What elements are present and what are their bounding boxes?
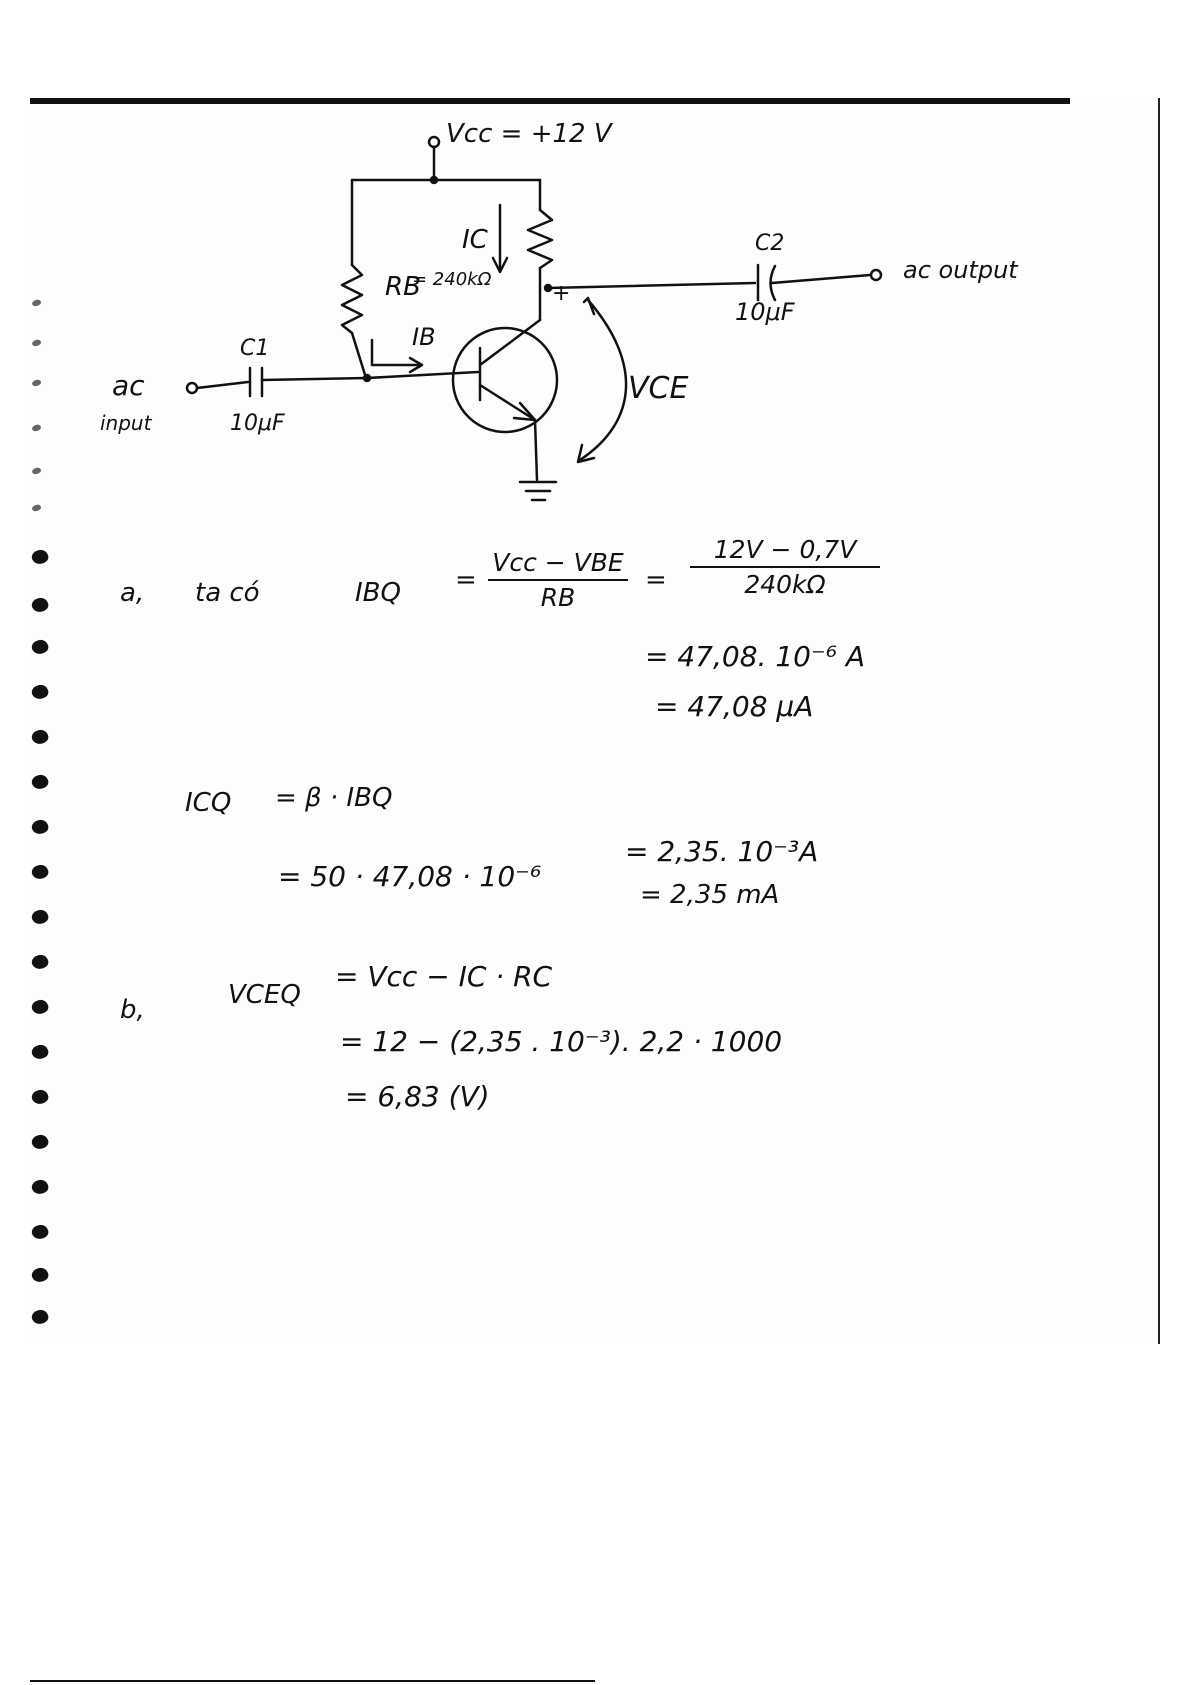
ac-input-label: ac: [112, 369, 145, 402]
vceq-rhs: = Vcc − IC · RC: [335, 960, 553, 993]
ib-label: IB: [412, 323, 436, 351]
input-terminal: [187, 383, 197, 393]
vce-arrow: [580, 300, 626, 460]
equals-sign: =: [455, 565, 477, 595]
fraction-numerator: 12V − 0,7V: [713, 535, 857, 564]
rb-value: = 240kΩ: [412, 269, 492, 290]
ac-output-label: ac output: [903, 256, 1018, 284]
ibq-value-fraction: [690, 535, 880, 599]
part-b-label: b,: [120, 995, 145, 1025]
icq-line-2: = 50 · 47,08 · 10⁻⁶: [278, 860, 542, 893]
fraction-denominator: RB: [540, 583, 576, 612]
output-terminal: [871, 270, 881, 280]
ibq-result-1: = 47,08. 10⁻⁶ A: [645, 640, 866, 673]
vceq-line-2: = 12 − (2,35 . 10⁻³). 2,2 · 1000: [340, 1025, 783, 1058]
fraction-denominator: 240kΩ: [744, 570, 826, 599]
part-a-label: a,: [120, 578, 145, 608]
vce-label: VCE: [628, 371, 689, 406]
ac-input-sub: input: [100, 411, 152, 435]
icq-result-1: = 2,35. 10⁻³A: [625, 835, 819, 868]
icq-lhs: ICQ: [185, 788, 232, 818]
icq-result-2: = 2,35 mA: [640, 880, 780, 910]
ibq-formula-fraction: [488, 548, 628, 612]
c1-label: C1: [240, 336, 270, 361]
ic-label: IC: [462, 225, 488, 255]
collector-plus: +: [552, 281, 571, 306]
vceq-lhs: VCEQ: [228, 980, 301, 1010]
c2-value: 10μF: [735, 298, 795, 326]
vceq-result: = 6,83 (V): [345, 1080, 490, 1113]
icq-rhs: = β · IBQ: [275, 783, 393, 813]
fraction-numerator: Vcc − VBE: [492, 548, 624, 577]
c2-label: C2: [755, 231, 785, 256]
ibq-lhs: IBQ: [355, 578, 401, 608]
vcc-label: Vcc = +12 V: [446, 119, 612, 149]
c1-value: 10μF: [230, 411, 285, 436]
part-a-text: ta có: [195, 578, 260, 608]
rb-label: RB: [385, 272, 421, 302]
transistor-npn: [453, 328, 557, 432]
rb-resistor: [342, 265, 362, 333]
equals-sign: =: [645, 565, 667, 595]
vcc-terminal: [429, 137, 439, 147]
ibq-result-2: = 47,08 μA: [655, 690, 814, 723]
rc-resistor: [528, 210, 552, 268]
